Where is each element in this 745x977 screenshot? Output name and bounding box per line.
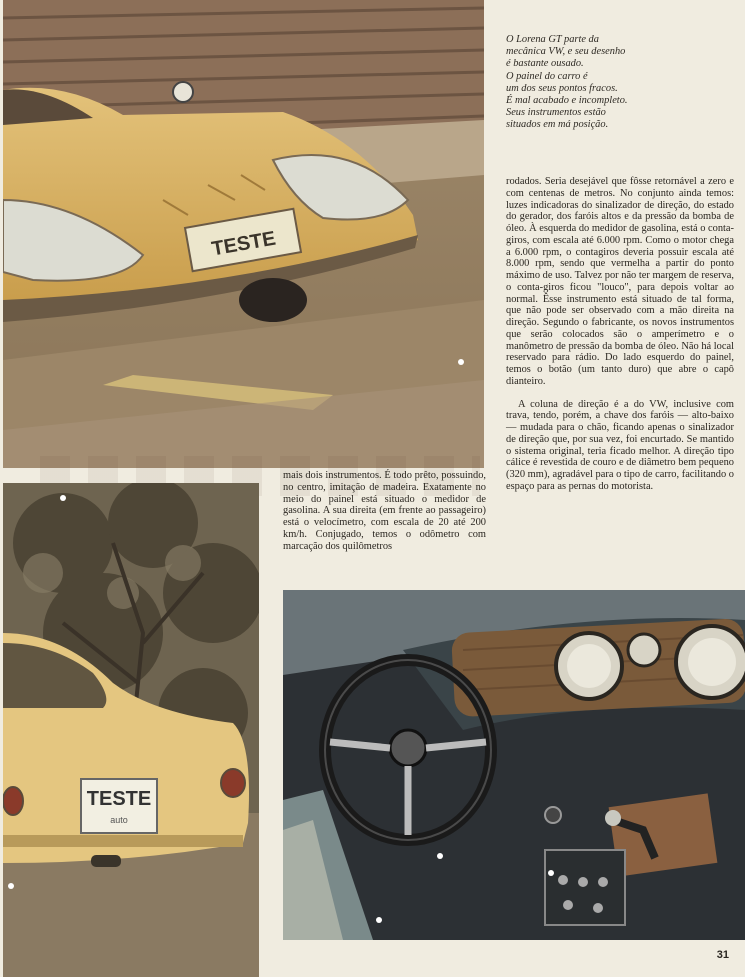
front-plate-text: TESTE xyxy=(210,227,278,261)
caption-line: O painel do carro é xyxy=(506,70,588,82)
caption-line: é bastante ousado. xyxy=(506,58,584,70)
caption-line: Seus instrumentos estão xyxy=(506,107,606,119)
article-paragraph: mais dois instrumentos. É todo prêto, possuindo, no centro, imitação de madeira. Exatamente no meio do painel está situado o medidor de gasolina. A sua direita (em frente ao passageiro) está o velocímetro, com escala de 20 até 200 km/h. Conjugado, temos o odômetro com marcação dos quilômetros xyxy=(283,470,486,552)
photo-car-rear xyxy=(3,483,259,977)
article-column-right xyxy=(506,176,734,493)
article-paragraph: rodados. Seria desejável que fôsse retornável a zero e com centenas de metros. No conjunto ainda temos: luzes indicadoras do sinalizador de direção, do estado do gerador, dos faróis altos e da pressão da bomba de óleo. À esquerda do medidor de gasolina, está o conta-giros, com escala até 6.000 rpm. Como o motor chega a 6.000 rpm, o contagiros deveria possuir escala até 8.000 rpm, sendo que vermelha a partir do ponto máximo de uso. Talvez por não ter margem de reserva, o conta-giros ficou "louco", para depois voltar ao normal. Êsse instrumento está situado de tal forma, que não pode ser observado com a mão direita na direção. Segundo o fabricante, os novos instrumentos que serão colocados são o amperímetro e o manômetro de pressão da bomba de óleo. Não há local reservado para rádio. Do lado esquerdo do painel, temos o botão (um tanto duro) que abre o capô dianteiro. xyxy=(506,176,734,387)
rear-plate-subtext: auto xyxy=(110,815,128,825)
caption-line: situados em má posição. xyxy=(506,119,609,131)
caption-line: O Lorena GT parte da xyxy=(506,34,599,45)
caption-line: É mal acabado e incompleto. xyxy=(506,95,628,107)
rear-plate-text: TESTE xyxy=(86,788,152,810)
photo-dashboard xyxy=(283,590,745,940)
article-column-middle xyxy=(283,470,486,552)
photo-caption xyxy=(506,34,666,132)
caption-line: mecânica VW, e seu desenho xyxy=(506,46,626,58)
caption-line: um dos seus pontos fracos. xyxy=(506,82,618,94)
page-number: 31 xyxy=(716,949,729,961)
article-paragraph: A coluna de direção é a do VW, inclusive com trava, tendo, porém, a chave dos faróis — alto-baixo — mudada para o chão, ficando apenas o sinalizador de direção que, por sua vez, foi encurtado. Se mantido o sistema original, teria ficado melhor. A direção tipo cálice é revestida de couro e de diâmetro bem pequeno (320 mm), agradável para o tipo de carro, facilitando o espaço para as pernas do motorista. xyxy=(506,398,734,492)
photo-car-front xyxy=(3,0,484,468)
